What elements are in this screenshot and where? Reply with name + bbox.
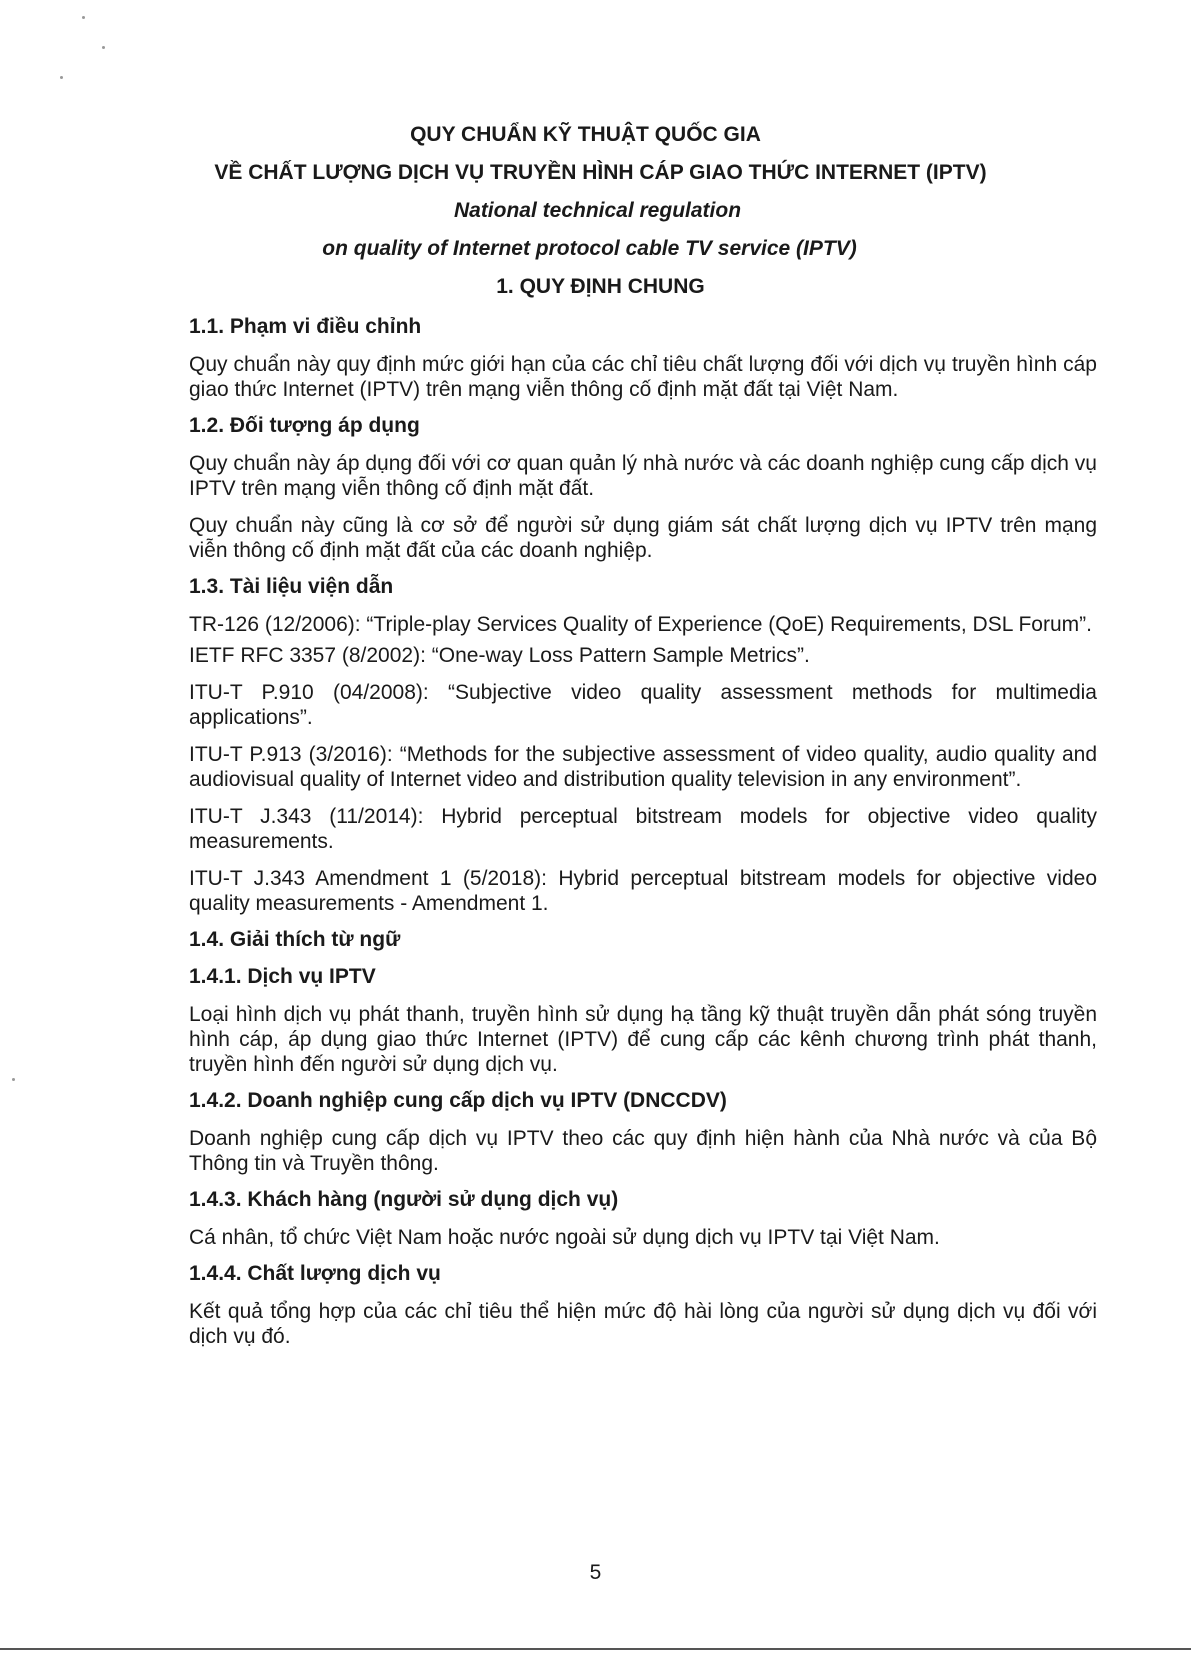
heading-1-4-3: 1.4.3. Khách hàng (người sử dụng dịch vụ) bbox=[189, 1188, 619, 1211]
scan-speck bbox=[60, 76, 63, 79]
heading-1-4-4: 1.4.4. Chất lượng dịch vụ bbox=[189, 1262, 441, 1285]
paragraph-1-4-4: Kết quả tổng hợp của các chỉ tiêu thể hiện mức độ hài lòng của người sử dụng dịch vụ đối với dịch vụ đó. bbox=[189, 1300, 1097, 1348]
heading-1-4: 1.4. Giải thích từ ngữ bbox=[189, 928, 401, 951]
reference-item: IETF RFC 3357 (8/2002): “One-way Loss Pattern Sample Metrics”. bbox=[189, 644, 810, 667]
paragraph-1-2-b: Quy chuẩn này cũng là cơ sở để người sử dụng giám sát chất lượng dịch vụ IPTV trên mạng viễn thông cố định mặt đất của các doanh nghiệp. bbox=[189, 514, 1097, 562]
title-block bbox=[0, 116, 1191, 306]
paragraph-1-1: Quy chuẩn này quy định mức giới hạn của các chỉ tiêu chất lượng đối với dịch vụ truyền hình cáp giao thức Internet (IPTV) trên mạng viễn thông cố định mặt đất tại Việt Nam. bbox=[189, 353, 1097, 401]
title-line-2: VỀ CHẤT LƯỢNG DỊCH VỤ TRUYỀN HÌNH CÁP GIAO THỨC INTERNET (IPTV) bbox=[214, 161, 987, 184]
english-title-line-2: on quality of Internet protocol cable TV service (IPTV) bbox=[322, 237, 857, 260]
section-title: 1. QUY ĐỊNH CHUNG bbox=[496, 275, 705, 298]
reference-item: ITU-T P.910 (04/2008): “Subjective video quality assessment methods for multimedia applications”. bbox=[189, 681, 1097, 729]
heading-1-3: 1.3. Tài liệu viện dẫn bbox=[189, 575, 394, 598]
reference-item: ITU-T J.343 (11/2014): Hybrid perceptual bitstream models for objective video quality measurements. bbox=[189, 805, 1097, 853]
scan-speck bbox=[82, 16, 85, 19]
heading-1-1: 1.1. Phạm vi điều chỉnh bbox=[189, 315, 422, 338]
reference-item: ITU-T P.913 (3/2016): “Methods for the subjective assessment of video quality, audio quality and audiovisual quality of Internet video and distribution quality television in any environment”. bbox=[189, 743, 1097, 791]
paragraph-1-4-2: Doanh nghiệp cung cấp dịch vụ IPTV theo các quy định hiện hành của Nhà nước và của Bộ Thông tin và Truyền thông. bbox=[189, 1127, 1097, 1175]
heading-1-4-2: 1.4.2. Doanh nghiệp cung cấp dịch vụ IPTV (DNCCDV) bbox=[189, 1089, 727, 1112]
heading-1-2: 1.2. Đối tượng áp dụng bbox=[189, 414, 420, 437]
scan-speck bbox=[102, 46, 105, 49]
reference-item: ITU-T J.343 Amendment 1 (5/2018): Hybrid perceptual bitstream models for objective video quality measurements - Amendment 1. bbox=[189, 867, 1097, 915]
paragraph-1-2-a: Quy chuẩn này áp dụng đối với cơ quan quản lý nhà nước và các doanh nghiệp cung cấp dịch vụ IPTV trên mạng viễn thông cố định mặt đất. bbox=[189, 452, 1097, 500]
reference-item: TR-126 (12/2006): “Triple-play Services Quality of Experience (QoE) Requirements, DSL Forum”. bbox=[189, 613, 1092, 636]
title-line-1: QUY CHUẨN KỸ THUẬT QUỐC GIA bbox=[410, 123, 761, 146]
bottom-rule bbox=[0, 1648, 1191, 1650]
heading-1-4-1: 1.4.1. Dịch vụ IPTV bbox=[189, 965, 376, 988]
page-number: 5 bbox=[589, 1561, 602, 1584]
paragraph-1-4-3: Cá nhân, tổ chức Việt Nam hoặc nước ngoài sử dụng dịch vụ IPTV tại Việt Nam. bbox=[189, 1226, 940, 1249]
document-body bbox=[189, 314, 1097, 1349]
paragraph-1-4-1: Loại hình dịch vụ phát thanh, truyền hình sử dụng hạ tầng kỹ thuật truyền dẫn phát sóng truyền hình cáp, áp dụng giao thức Internet (IPTV) để cung cấp các kênh chương trình phát thanh, truyền hình đến người sử dụng dịch vụ. bbox=[189, 1003, 1097, 1076]
english-title-line-1: National technical regulation bbox=[453, 199, 742, 222]
scan-speck bbox=[12, 1078, 15, 1081]
